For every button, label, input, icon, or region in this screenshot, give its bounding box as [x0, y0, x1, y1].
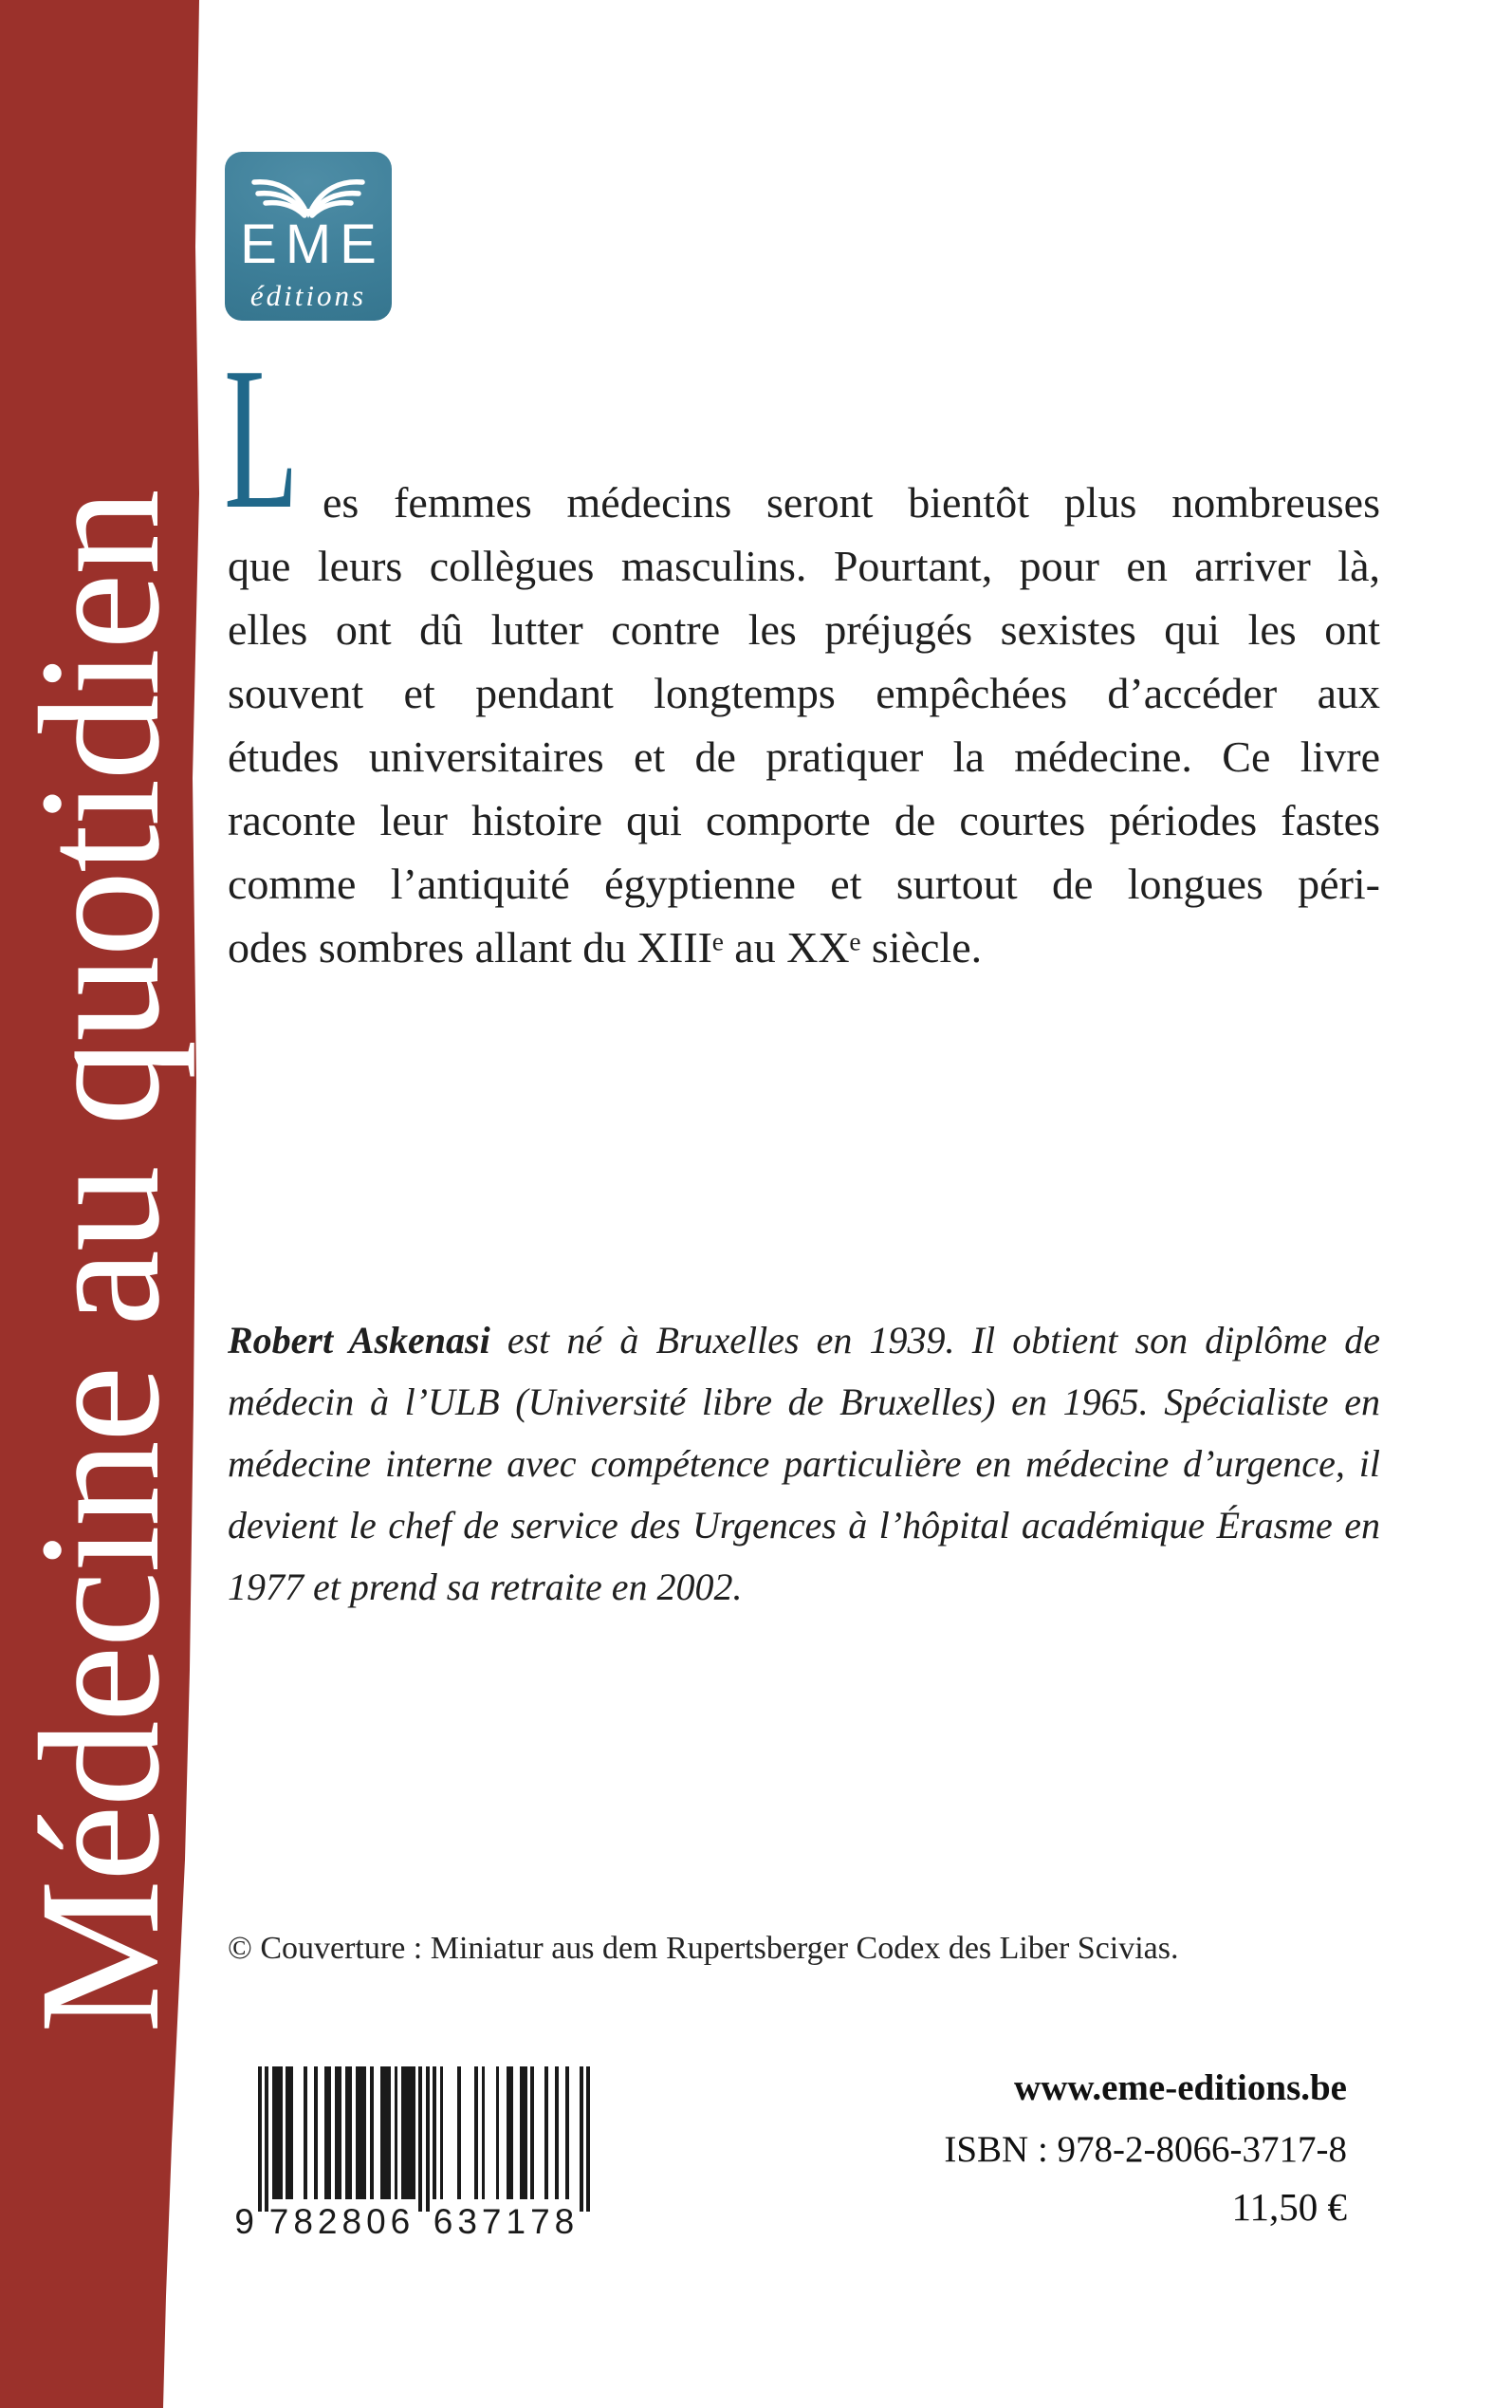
barcode-bar [258, 2066, 262, 2212]
blurb-line: es femmes médecins seront bientôt plus nombreuses [323, 478, 1380, 527]
price: 11,50 € [1231, 2185, 1347, 2229]
book-title-vertical: Médecine au quotidien [5, 491, 195, 2033]
barcode-bar [580, 2066, 583, 2212]
barcode-bar [474, 2066, 478, 2199]
barcode-bar [265, 2066, 268, 2212]
publisher-website: www.eme-editions.be [1014, 2067, 1347, 2108]
blurb-line: que leurs collègues masculins. Pourtant, pour en arriver là, [228, 542, 1380, 590]
blurb-line: comme l’antiquité égyptienne et surtout de longues péri- [228, 860, 1380, 908]
bio-line: devient le chef de service des Urgences à l’hôpital académique Érasme en [228, 1504, 1380, 1547]
barcode-bar [304, 2066, 307, 2199]
bio-line: médecin à l’ULB (Université libre de Bruxelles) en 1965. Spécialiste en [228, 1380, 1380, 1423]
barcode-bar [496, 2066, 500, 2199]
publisher-logo-subtext: éditions [249, 279, 367, 312]
bio-line: 1977 et prend sa retraite en 2002. [228, 1565, 743, 1608]
publisher-logo-text: EME [240, 213, 385, 275]
barcode-bar [345, 2066, 352, 2199]
barcode-bar [324, 2066, 331, 2199]
barcode-bar [520, 2066, 526, 2199]
barcode-digits-right: 637178 [433, 2200, 580, 2244]
ean13-barcode [228, 2066, 590, 2247]
barcode-bar [586, 2066, 590, 2212]
author-bio [228, 1309, 1380, 1618]
blurb-line: raconte leur histoire qui comporte de courtes périodes fastes [228, 796, 1380, 844]
barcode-bar [555, 2066, 559, 2199]
blurb-line: elles ont dû lutter contre les préjugés sexistes qui les ont [228, 605, 1380, 654]
bio-line-rest: est né à Bruxelles en 1939. Il obtient son diplôme de [489, 1319, 1380, 1361]
blurb-line: souvent et pendant longtemps empêchées d’accéder aux [228, 669, 1380, 717]
barcode-bar [544, 2066, 548, 2199]
barcode-bar [426, 2066, 430, 2212]
barcode-bar [395, 2066, 398, 2199]
blurb-line: odes sombres allant du XIIIᵉ au XXᵉ siècle. [228, 923, 983, 972]
barcode-bar [433, 2066, 436, 2199]
barcode-bar [370, 2066, 374, 2199]
bio-line [228, 1309, 1380, 1371]
blurb-line: études universitaires et de pratiquer la médecine. Ce livre [228, 732, 1380, 781]
barcode-bar [565, 2066, 569, 2199]
barcode-digits-left: 782806 [268, 2200, 415, 2244]
barcode-bar [418, 2066, 422, 2212]
barcode-digit-lead: 9 [234, 2202, 254, 2241]
barcode-bar [440, 2066, 444, 2199]
dropcap-letter: L [224, 324, 299, 551]
cover-credit: © Couverture : Miniatur aus dem Rupertsberger Codex des Liber Scivias. [228, 1931, 1179, 1966]
bio-line: médecine interne avec compétence particulière en médecine d’urgence, il [228, 1442, 1380, 1485]
barcode-bar [314, 2066, 318, 2199]
barcode-bar [380, 2066, 391, 2199]
isbn-number: ISBN : 978-2-8066-3717-8 [944, 2129, 1347, 2170]
barcode-bar [286, 2066, 292, 2199]
barcode-bar [356, 2066, 366, 2199]
back-cover-blurb [228, 471, 1380, 979]
author-name: Robert Askenasi [228, 1319, 490, 1361]
barcode-bars [258, 2066, 590, 2212]
barcode-bar [401, 2066, 415, 2199]
publisher-logo [225, 152, 392, 321]
barcode-bar [335, 2066, 341, 2199]
barcode-bar [530, 2066, 534, 2199]
barcode-bar [482, 2066, 486, 2199]
barcode-bar [507, 2066, 513, 2199]
barcode-bar [272, 2066, 283, 2199]
barcode-bar [457, 2066, 461, 2199]
